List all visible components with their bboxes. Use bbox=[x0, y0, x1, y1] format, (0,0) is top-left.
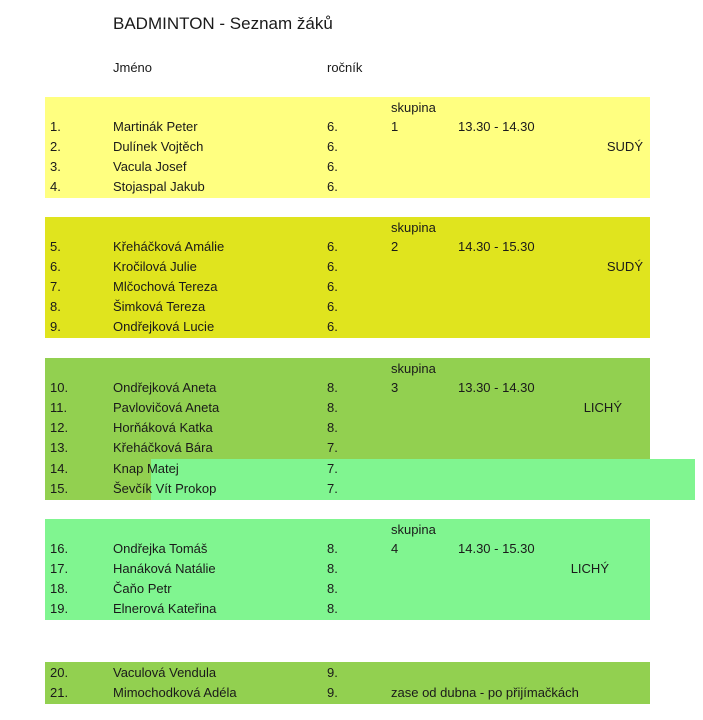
student-note: zase od dubna - po přijímačkách bbox=[391, 685, 579, 700]
student-number: 13. bbox=[50, 440, 69, 455]
student-number: 8. bbox=[50, 299, 61, 314]
table-row bbox=[45, 418, 650, 438]
student-number: 5. bbox=[50, 239, 61, 254]
student-grade: 8. bbox=[327, 541, 338, 556]
student-number: 6. bbox=[50, 259, 61, 274]
student-number: 9. bbox=[50, 319, 61, 334]
table-row bbox=[45, 479, 650, 499]
table-row bbox=[45, 459, 650, 479]
group-number: 3 bbox=[391, 380, 399, 395]
student-name: Ševčík Vít Prokop bbox=[113, 481, 217, 496]
student-name: Mlčochová Tereza bbox=[113, 279, 218, 294]
student-number: 16. bbox=[50, 541, 69, 556]
student-grade: 8. bbox=[327, 581, 338, 596]
student-grade: 6. bbox=[327, 159, 338, 174]
student-name: Ondřejková Aneta bbox=[113, 380, 217, 395]
extra-group-band bbox=[45, 662, 650, 704]
table-row bbox=[45, 257, 650, 277]
grade-column-header: ročník bbox=[327, 60, 363, 75]
student-number: 11. bbox=[50, 400, 68, 415]
student-number: 4. bbox=[50, 179, 61, 194]
student-name: Křeháčková Amálie bbox=[113, 239, 225, 254]
group-time: 13.30 - 14.30 bbox=[458, 119, 535, 134]
student-number: 20. bbox=[50, 665, 69, 680]
table-row bbox=[45, 663, 650, 683]
student-grade: 9. bbox=[327, 685, 338, 700]
student-number: 10. bbox=[50, 380, 69, 395]
table-row bbox=[45, 297, 650, 317]
student-grade: 7. bbox=[327, 481, 338, 496]
group-number: 4 bbox=[391, 541, 399, 556]
group-1-label: skupina bbox=[391, 100, 436, 115]
student-name: Stojaspal Jakub bbox=[113, 179, 205, 194]
student-number: 15. bbox=[50, 481, 69, 496]
student-grade: 8. bbox=[327, 561, 338, 576]
student-grade: 7. bbox=[327, 440, 338, 455]
student-grade: 7. bbox=[327, 461, 338, 476]
student-name: Horňáková Katka bbox=[113, 420, 213, 435]
student-number: 21. bbox=[50, 685, 69, 700]
table-row bbox=[45, 137, 650, 157]
student-number: 3. bbox=[50, 159, 61, 174]
student-name: Ondřejková Lucie bbox=[113, 319, 215, 334]
table-row bbox=[45, 117, 650, 137]
student-grade: 6. bbox=[327, 299, 338, 314]
student-grade: 6. bbox=[327, 179, 338, 194]
group-days: LICHÝ bbox=[570, 561, 609, 576]
table-row bbox=[45, 177, 650, 197]
group-4-band bbox=[45, 519, 650, 620]
student-name: Vacula Josef bbox=[113, 159, 187, 174]
group-number: 2 bbox=[391, 239, 399, 254]
student-grade: 6. bbox=[327, 279, 338, 294]
table-row bbox=[45, 398, 650, 418]
page-title: BADMINTON - Seznam žáků bbox=[113, 14, 333, 33]
group-3-label: skupina bbox=[391, 361, 436, 376]
table-row bbox=[45, 277, 650, 297]
student-name: Vaculová Vendula bbox=[113, 665, 217, 680]
table-row bbox=[45, 378, 650, 398]
student-name: Křeháčková Bára bbox=[113, 440, 213, 455]
student-grade: 8. bbox=[327, 601, 338, 616]
group-time: 13.30 - 14.30 bbox=[458, 380, 535, 395]
name-column-header: Jméno bbox=[113, 60, 153, 75]
student-grade: 6. bbox=[327, 239, 338, 254]
student-number: 1. bbox=[50, 119, 61, 134]
table-row bbox=[45, 438, 650, 458]
student-grade: 8. bbox=[327, 400, 338, 415]
student-number: 17. bbox=[50, 561, 69, 576]
table-row bbox=[45, 539, 650, 559]
group-2-label: skupina bbox=[391, 220, 436, 235]
student-name: Knap Matej bbox=[113, 461, 179, 476]
table-row bbox=[45, 599, 650, 619]
group-time: 14.30 - 15.30 bbox=[458, 239, 535, 254]
student-number: 19. bbox=[50, 601, 69, 616]
group-number: 1 bbox=[391, 119, 399, 134]
group-3-band bbox=[45, 358, 650, 500]
student-number: 18. bbox=[50, 581, 69, 596]
student-grade: 6. bbox=[327, 119, 338, 134]
table-row bbox=[45, 317, 650, 337]
student-name: Martinák Peter bbox=[113, 119, 198, 134]
student-name: Šimková Tereza bbox=[113, 299, 206, 314]
group-4-label: skupina bbox=[391, 522, 436, 537]
group-2-band bbox=[45, 217, 650, 338]
student-name: Ondřejka Tomáš bbox=[113, 541, 208, 556]
table-row bbox=[45, 157, 650, 177]
group-days: SUDÝ bbox=[606, 139, 643, 154]
student-grade: 6. bbox=[327, 139, 338, 154]
table-row bbox=[45, 559, 650, 579]
student-number: 12. bbox=[50, 420, 69, 435]
group-days: LICHÝ bbox=[583, 400, 622, 415]
student-number: 14. bbox=[50, 461, 69, 476]
student-grade: 6. bbox=[327, 259, 338, 274]
table-row bbox=[45, 579, 650, 599]
student-grade: 6. bbox=[327, 319, 338, 334]
student-name: Pavlovičová Aneta bbox=[113, 400, 220, 415]
student-name: Kročilová Julie bbox=[113, 259, 197, 274]
student-name: Čaňo Petr bbox=[113, 581, 172, 596]
student-grade: 8. bbox=[327, 420, 338, 435]
table-row bbox=[45, 237, 650, 257]
student-number: 2. bbox=[50, 139, 61, 154]
student-name: Dulínek Vojtěch bbox=[113, 139, 204, 154]
student-grade: 9. bbox=[327, 665, 338, 680]
group-days: SUDÝ bbox=[606, 259, 643, 274]
group-time: 14.30 - 15.30 bbox=[458, 541, 535, 556]
student-name: Hanáková Natálie bbox=[113, 561, 216, 576]
group-1-band bbox=[45, 97, 650, 198]
student-grade: 8. bbox=[327, 380, 338, 395]
student-name: Mimochodková Adéla bbox=[113, 685, 237, 700]
student-number: 7. bbox=[50, 279, 61, 294]
table-row bbox=[45, 683, 650, 703]
student-name: Elnerová Kateřina bbox=[113, 601, 217, 616]
